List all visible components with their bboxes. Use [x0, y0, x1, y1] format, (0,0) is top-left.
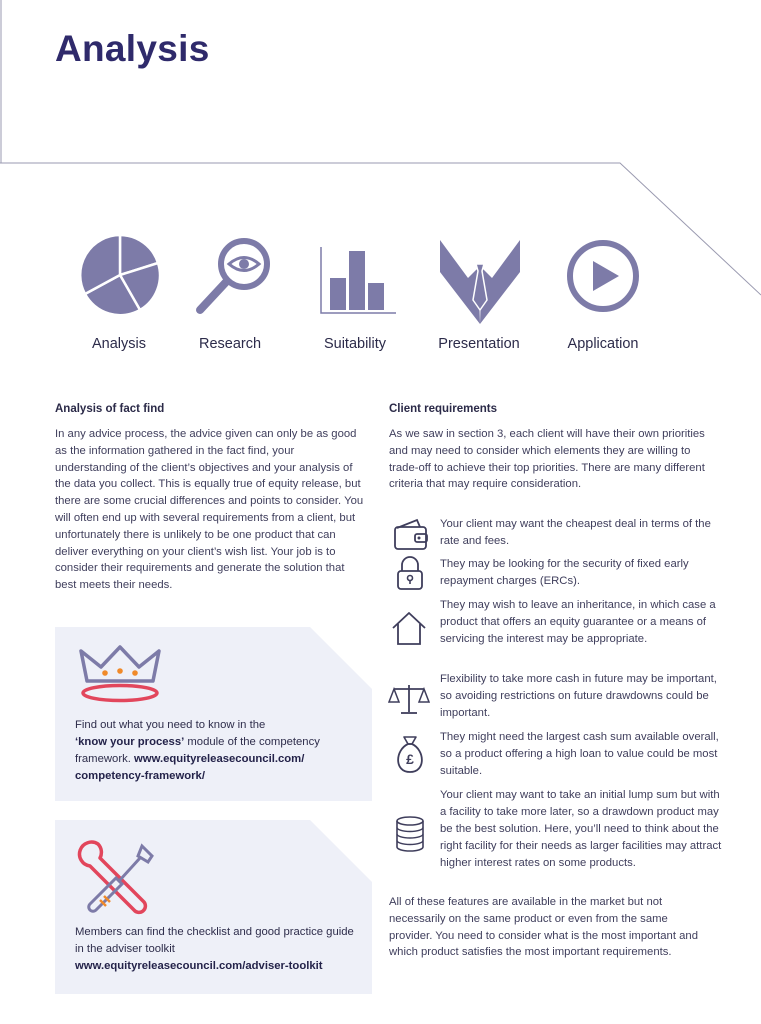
- page-title: Analysis: [55, 28, 210, 69]
- requirement-largest-cash: They might need the largest cash sum available overall, so a product offering a high loan to value could be most suitable.: [440, 731, 719, 777]
- know-process-module-name: ‘know your process’: [75, 736, 185, 748]
- house-icon: [390, 610, 428, 646]
- padlock-icon: [395, 555, 425, 591]
- client-requirements-outro: All of these features are available in the market but not necessarily on the same product or even from the same provider. You need to consider what is the most important and which product satisfies the most important requirements.: [389, 896, 698, 959]
- requirement-inheritance: They may wish to leave an inheritance, in which case a product that offers an equity guarantee or a means of servicing the interest may be appropriate.: [440, 599, 716, 645]
- requirement-drawdown: Your client may want to take an initial lump sum but with a facility to take more later, so a drawdown product may be the best solution. Here, you’ll need to think about the right facility for their needs as larger facilities may attract higher interest rates on some products.: [440, 789, 722, 869]
- suit-tie-icon: [438, 238, 522, 324]
- pie-chart-icon: [79, 234, 161, 316]
- adviser-toolkit-link[interactable]: www.equityreleasecouncil.com/adviser-toolkit: [75, 960, 323, 972]
- requirement-fixed-ercs: They may be looking for the security of fixed early repayment charges (ERCs).: [440, 558, 689, 587]
- toolkit-text: Members can find the checklist and good practice guide in the adviser toolkit www.equityreleasecouncil.com/adviser-toolkit: [75, 926, 354, 972]
- tools-icon: [76, 838, 158, 920]
- step-label-suitability: Suitability: [323, 336, 387, 352]
- step-label-research: Research: [198, 336, 262, 352]
- step-label-presentation: Presentation: [438, 336, 520, 352]
- money-bag-icon: [392, 734, 428, 774]
- requirement-cheapest: Your client may want the cheapest deal in terms of the rate and fees.: [440, 518, 711, 547]
- fact-find-heading: Analysis of fact find: [55, 403, 165, 415]
- client-requirements-heading: Client requirements: [389, 403, 497, 415]
- step-label-application: Application: [567, 336, 639, 352]
- svg-text:£: £: [406, 751, 414, 767]
- fact-find-body: In any advice process, the advice given can only be as good as the information gathered in the fact find, your understanding of the client’s objectives and your analysis of the data you collect. This is equally true of equity release, but there are some crucial differences and points to consider. You will often end up with several requirements from a client, but unfortunately there is unlikely to be one product that can deliver everything on your client’s wish list. Your job is to consider their requirements and generate the solution that best meets their needs.: [55, 428, 364, 592]
- scales-icon: [388, 682, 430, 716]
- play-circle-icon: [565, 238, 641, 314]
- client-requirements-intro: As we saw in section 3, each client will have their own priorities and may need to consider which elements they are willing to trade-off to achieve their top priorities. There are many different criteria that may require consideration.: [389, 428, 705, 491]
- magnifier-eye-icon: [193, 233, 275, 317]
- wallet-icon: [393, 518, 429, 552]
- bar-chart-icon: [318, 245, 398, 315]
- coin-stack-icon: [393, 815, 427, 853]
- step-label-analysis: Analysis: [92, 336, 146, 352]
- competency-framework-link[interactable]: www.equityreleasecouncil.com/ competency-framework/: [75, 753, 305, 782]
- requirement-flexibility: Flexibility to take more cash in future may be important, so avoiding restrictions on future drawdowns could be important.: [440, 673, 717, 719]
- crown-icon: [75, 643, 165, 705]
- know-process-text: Find out what you need to know in the ‘know your process’ module of the competency framework. www.equityreleasecouncil.com/ competency-framework/: [75, 719, 320, 782]
